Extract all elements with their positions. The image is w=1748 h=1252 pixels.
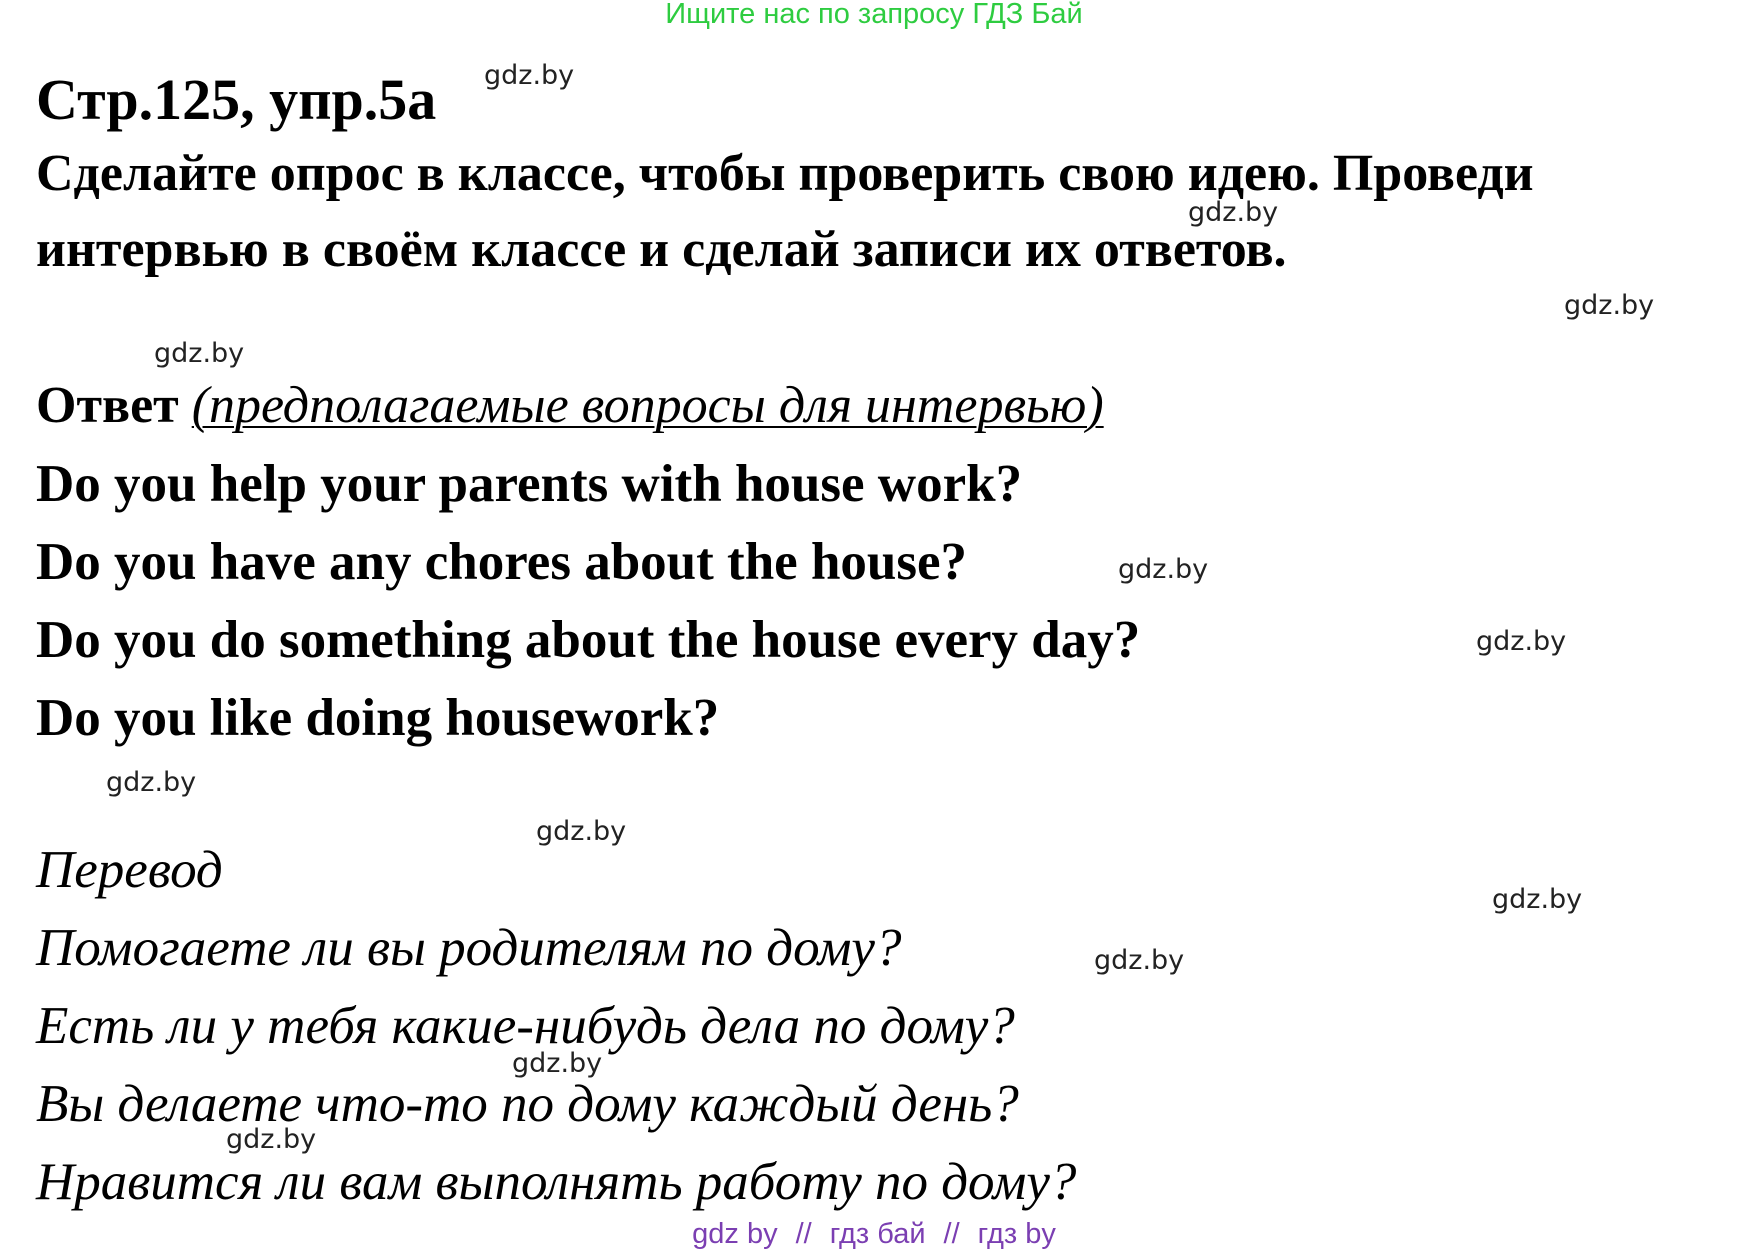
footer-links <box>0 1218 1748 1251</box>
footer-separator: // <box>795 1218 812 1250</box>
task-line-2: интервью в своём классе и сделай записи их ответов. <box>36 221 1287 278</box>
translation-line-4: Нравится ли вам выполнять работу по дому? <box>36 1153 1077 1211</box>
question-3: Do you do something about the house every day? <box>36 611 1141 669</box>
translation-line-2: Есть ли у тебя какие-нибудь дела по дому? <box>36 997 1015 1055</box>
footer-link-gdz-bai[interactable]: гдз бай <box>829 1218 926 1250</box>
watermark: gdz.by <box>226 1124 317 1155</box>
watermark: gdz.by <box>484 60 575 91</box>
footer-separator: // <box>943 1218 960 1250</box>
answer-label: Ответ <box>36 377 179 434</box>
watermark: gdz.by <box>536 816 627 847</box>
question-2: Do you have any chores about the house? <box>36 533 968 591</box>
watermark: gdz.by <box>106 767 197 798</box>
watermark: gdz.by <box>1094 945 1185 976</box>
search-banner: Ищите нас по запросу ГДЗ Бай <box>665 0 1083 30</box>
answer-note: (предполагаемые вопросы для интервью) <box>191 377 1104 434</box>
watermark: gdz.by <box>154 338 245 369</box>
watermark: gdz.by <box>1476 626 1567 657</box>
watermark: gdz.by <box>1492 884 1583 915</box>
translation-line-1: Помогаете ли вы родителям по дому? <box>36 919 902 977</box>
footer-link-gdz-by[interactable]: gdz by <box>692 1218 778 1250</box>
translation-heading: Перевод <box>36 841 223 899</box>
question-4: Do you like doing housework? <box>36 689 720 747</box>
footer-link-gdz-by-mixed[interactable]: гдз by <box>977 1218 1056 1250</box>
watermark: gdz.by <box>1118 554 1209 585</box>
watermark: gdz.by <box>1188 197 1279 228</box>
question-1: Do you help your parents with house work? <box>36 455 1023 513</box>
answer-heading <box>36 368 1104 444</box>
translation-line-3: Вы делаете что-то по дому каждый день? <box>36 1075 1019 1133</box>
watermark: gdz.by <box>512 1048 603 1079</box>
page-title: Стр.125, упр.5а <box>36 67 437 132</box>
task-line-1: Сделайте опрос в классе, чтобы проверить свою идею. Проведи <box>36 145 1534 202</box>
watermark: gdz.by <box>1564 290 1655 321</box>
